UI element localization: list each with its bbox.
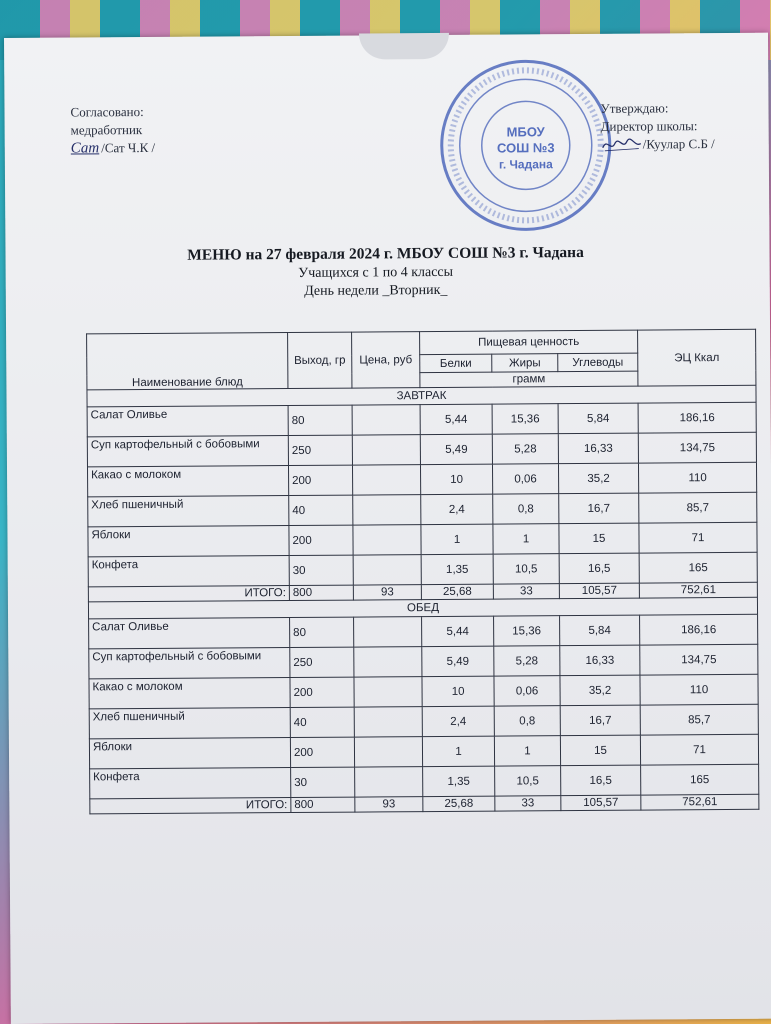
dish-name: Какао с молоком [87, 466, 288, 497]
dish-price [353, 525, 421, 555]
dish-energy: 134,75 [640, 644, 758, 675]
total-carbs: 105,57 [559, 583, 639, 599]
dish-energy: 85,7 [639, 492, 757, 523]
dish-energy: 186,16 [638, 402, 756, 433]
lunch-rows [89, 614, 759, 799]
dish-name: Салат Оливье [89, 618, 290, 649]
approval-right-role: Директор школы: [600, 118, 698, 134]
dish-carbs: 35,2 [558, 463, 638, 494]
table-row [87, 462, 756, 497]
total-price: 93 [355, 797, 423, 812]
dish-energy: 165 [639, 552, 757, 583]
dish-price [354, 677, 422, 707]
dish-price [354, 617, 422, 647]
dish-protein: 5,49 [422, 646, 494, 677]
dish-protein: 1 [422, 736, 494, 767]
approval-left-name: /Сат Ч.К / [101, 139, 156, 156]
stamp-line-1: МБОУ [506, 124, 545, 140]
dish-carbs: 16,5 [559, 553, 639, 584]
dish-name: Яблоки [89, 738, 290, 769]
dish-protein: 2,4 [421, 494, 493, 525]
dish-fat: 15,36 [492, 404, 558, 434]
stamp-line-3: г. Чадана [498, 157, 553, 172]
school-stamp-icon [436, 56, 615, 235]
dish-output: 250 [290, 647, 354, 677]
table-row [87, 402, 756, 437]
weekday-text: День недели _Вторник_ [304, 282, 448, 299]
dish-energy: 134,75 [638, 432, 756, 463]
approval-right-heading: Утверждаю: [600, 100, 669, 116]
medic-signature: Сат [70, 140, 100, 157]
menu-table [86, 329, 759, 815]
dish-price [355, 767, 423, 797]
dish-output: 40 [289, 495, 353, 525]
dish-fat: 1 [494, 736, 560, 766]
page-title: МЕНЮ на 27 февраля 2024 г. МБОУ СОШ №3 г. Чадана [187, 243, 584, 264]
dish-name: Конфета [88, 556, 289, 587]
dish-fat: 0,8 [493, 494, 559, 524]
total-fat: 33 [495, 796, 561, 811]
dish-protein: 5,44 [422, 616, 494, 647]
approval-right-name: /Куулар С.Б / [642, 136, 715, 152]
dish-name: Какао с молоком [89, 678, 290, 709]
dish-output: 30 [289, 555, 353, 585]
dish-output: 250 [288, 435, 352, 465]
dish-fat: 1 [493, 524, 559, 554]
dish-protein: 1,35 [421, 554, 493, 585]
dish-carbs: 15 [559, 523, 639, 554]
dish-energy: 71 [639, 522, 757, 553]
section-lunch: ОБЕД [88, 597, 757, 619]
total-energy: 752,61 [641, 794, 759, 810]
dish-protein: 1,35 [423, 766, 495, 797]
dish-name: Суп картофельный с бобовыми [87, 436, 288, 467]
dish-energy: 110 [640, 674, 758, 705]
dish-output: 200 [290, 737, 354, 767]
subtitle-grades: Учащихся с 1 по 4 классы [298, 264, 454, 281]
header-carbs: Углеводы [558, 353, 638, 372]
table-row [87, 432, 756, 467]
title-block [5, 243, 745, 302]
dish-price [353, 555, 421, 585]
approval-left-role: медработник [70, 122, 143, 138]
dish-protein: 10 [420, 464, 492, 495]
dish-carbs: 16,5 [561, 765, 641, 796]
approval-left [70, 103, 155, 158]
dish-name: Хлеб пшеничный [89, 708, 290, 739]
dish-protein: 5,49 [420, 434, 492, 465]
dish-energy: 186,16 [640, 614, 758, 645]
dish-output: 200 [290, 677, 354, 707]
dish-carbs: 16,33 [558, 433, 638, 464]
dish-fat: 0,06 [494, 676, 560, 706]
total-fat: 33 [493, 584, 559, 599]
menu-sheet [4, 33, 771, 1024]
dish-output: 80 [288, 405, 352, 435]
dish-output: 200 [288, 465, 352, 495]
approval-left-heading: Согласовано: [70, 104, 144, 120]
dish-output: 80 [290, 617, 354, 647]
dish-carbs: 15 [560, 735, 640, 766]
dish-fat: 15,36 [494, 616, 560, 646]
dish-carbs: 5,84 [558, 403, 638, 434]
total-carbs: 105,57 [561, 795, 641, 811]
dish-fat: 10,5 [493, 554, 559, 584]
table-row [88, 552, 757, 587]
total-label: ИТОГО: [90, 798, 291, 814]
sleeve-notch [359, 33, 449, 60]
total-output: 800 [289, 585, 353, 600]
header-price: Цена, руб [352, 332, 420, 388]
total-output: 800 [291, 797, 355, 812]
dish-energy: 110 [638, 462, 756, 493]
table-row [89, 734, 758, 769]
dish-protein: 10 [422, 676, 494, 707]
dish-name: Конфета [90, 768, 291, 799]
dish-carbs: 16,33 [560, 645, 640, 676]
table-row [89, 674, 758, 709]
total-price: 93 [353, 585, 421, 600]
dish-price [352, 435, 420, 465]
dish-fat: 0,06 [492, 464, 558, 494]
dish-price [352, 465, 420, 495]
table-row [88, 492, 757, 527]
dish-price [354, 737, 422, 767]
dish-fat: 5,28 [492, 434, 558, 464]
dish-output: 30 [291, 767, 355, 797]
dish-price [353, 495, 421, 525]
table-row [89, 704, 758, 739]
header-fat: Жиры [492, 354, 558, 372]
dish-energy: 165 [641, 764, 759, 795]
total-energy: 752,61 [639, 582, 757, 598]
dish-name: Салат Оливье [87, 406, 288, 437]
dish-price [352, 405, 420, 435]
stamp-line-2: СОШ №3 [496, 140, 555, 156]
dish-carbs: 5,84 [560, 615, 640, 646]
dish-protein: 1 [421, 524, 493, 555]
breakfast-rows [87, 402, 757, 587]
total-protein: 25,68 [423, 796, 495, 812]
header-energy: ЭЦ Ккал [638, 329, 756, 386]
table-row [88, 522, 757, 557]
total-protein: 25,68 [421, 584, 493, 600]
dish-carbs: 35,2 [560, 675, 640, 706]
dish-protein: 5,44 [420, 404, 492, 435]
dish-fat: 5,28 [494, 646, 560, 676]
dish-name: Яблоки [88, 526, 289, 557]
dish-carbs: 16,7 [559, 493, 639, 524]
subtitle-weekday [6, 281, 746, 302]
dish-output: 200 [289, 525, 353, 555]
header-nutrition: Пищевая ценность [420, 330, 638, 355]
total-label: ИТОГО: [88, 586, 289, 602]
dish-name: Суп картофельный с бобовыми [89, 648, 290, 679]
dish-protein: 2,4 [422, 706, 494, 737]
dish-price [354, 707, 422, 737]
dish-energy: 71 [640, 734, 758, 765]
table-row [90, 764, 759, 799]
director-signature-icon [601, 136, 643, 154]
dish-price [354, 647, 422, 677]
dish-energy: 85,7 [640, 704, 758, 735]
header-name: Наименование блюд [87, 333, 288, 390]
header-unit: грамм [420, 371, 638, 388]
header-protein: Белки [420, 354, 492, 373]
table-row [89, 644, 758, 679]
table-row [89, 614, 758, 649]
dish-fat: 0,8 [494, 706, 560, 736]
dish-carbs: 16,7 [560, 705, 640, 736]
section-breakfast: ЗАВТРАК [87, 385, 756, 407]
dish-name: Хлеб пшеничный [88, 496, 289, 527]
dish-output: 40 [290, 707, 354, 737]
approval-right [600, 99, 714, 154]
header-output: Выход, гр [288, 332, 352, 388]
dish-fat: 10,5 [495, 766, 561, 796]
